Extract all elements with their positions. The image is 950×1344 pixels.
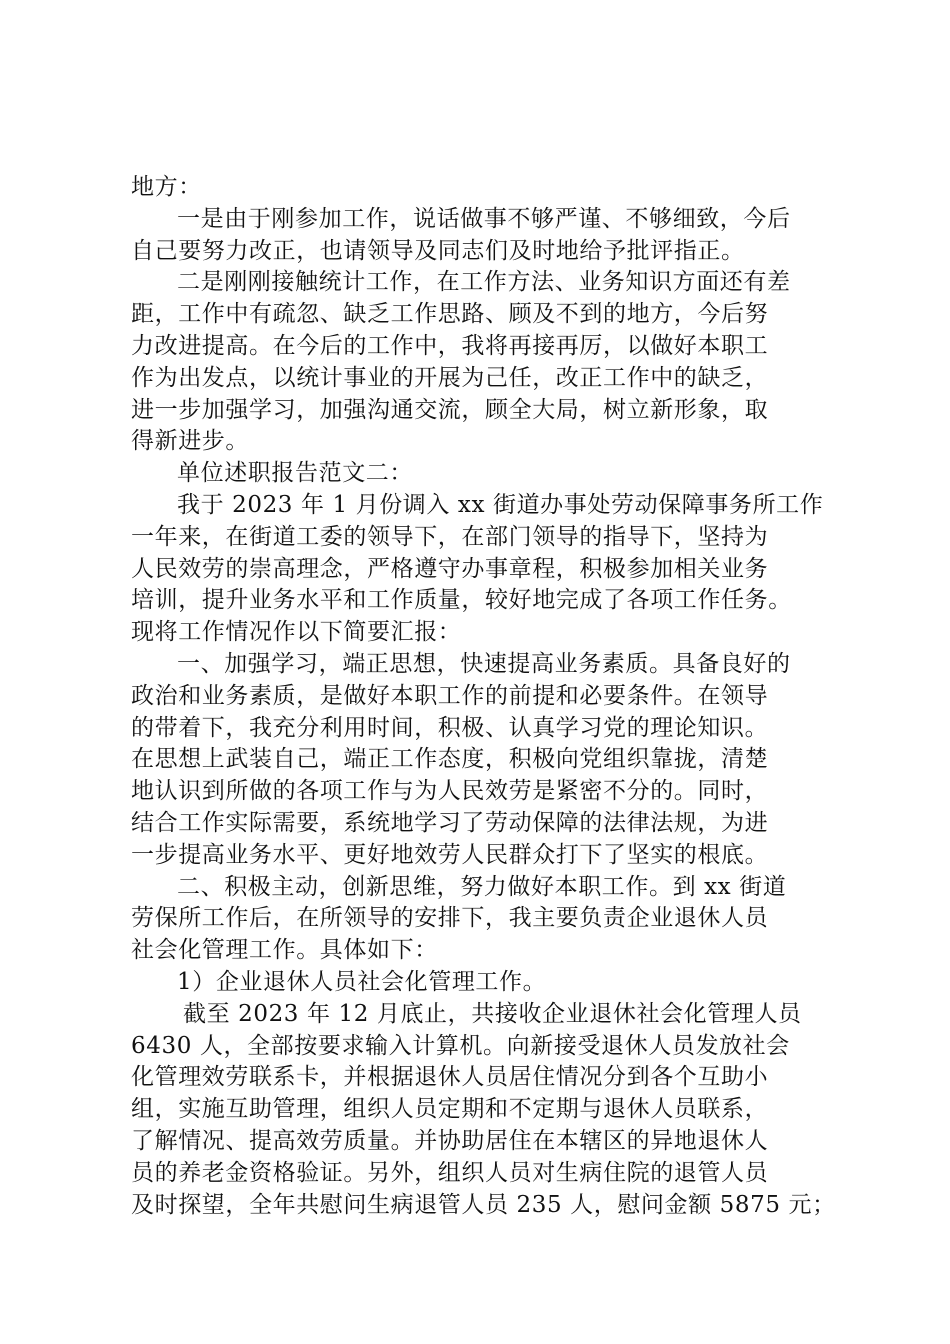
- text-line: 在思想上武装自己，端正工作态度，积极向党组织靠拢，清楚: [131, 746, 769, 773]
- text-line: 一年来，在街道工委的领导下，在部门领导的指导下，坚持为: [131, 523, 769, 550]
- document-body: [131, 172, 846, 1221]
- text-line: 现将工作情况作以下简要汇报：: [131, 619, 462, 646]
- text-line: 地认识到所做的各项工作与为人民效劳是紧密不分的。同时，: [131, 778, 769, 805]
- text-line: 自己要努力改正，也请领导及同志们及时地给予批评指正。: [131, 237, 745, 264]
- text-line: 作为出发点，以统计事业的开展为己任，改正工作中的缺乏，: [131, 364, 769, 391]
- text-line: 我于 2023 年 1 月份调入 xx 街道办事处劳动保障事务所工作: [177, 491, 824, 518]
- text-line: 力改进提高。在今后的工作中，我将再接再厉，以做好本职工: [131, 332, 769, 359]
- text-line: 政治和业务素质，是做好本职工作的前提和必要条件。在领导: [131, 682, 769, 709]
- text-line: 及时探望，全年共慰问生病退管人员 235 人，慰问金额 5875 元；: [131, 1191, 836, 1218]
- text-line: 二是刚刚接触统计工作，在工作方法、业务知识方面还有差: [177, 269, 791, 296]
- text-line: 一步提高业务水平、更好地效劳人民群众打下了坚实的根底。: [131, 841, 769, 868]
- text-line: 截至 2023 年 12 月底止，共接收企业退休社会化管理人员: [183, 1000, 802, 1027]
- text-line: 化管理效劳联系卡，并根据退休人员居住情况分到各个互助小: [131, 1064, 769, 1091]
- text-line: 进一步加强学习，加强沟通交流，顾全大局，树立新形象，取: [131, 396, 769, 423]
- text-line: 一、加强学习，端正思想，快速提高业务素质。具备良好的: [177, 650, 791, 677]
- text-line: 一是由于刚参加工作，说话做事不够严谨、不够细致，今后: [177, 205, 791, 232]
- text-line: 社会化管理工作。具体如下：: [131, 937, 438, 964]
- text-line: 地方：: [131, 174, 202, 200]
- text-line: 结合工作实际需要，系统地学习了劳动保障的法律法规，为进: [131, 809, 769, 836]
- text-line: 培训，提升业务水平和工作质量，较好地完成了各项工作任务。: [131, 587, 792, 614]
- text-line: 的带着下，我充分利用时间，积极、认真学习党的理论知识。: [131, 714, 769, 741]
- text-line: 6430 人，全部按要求输入计算机。向新接受退休人员发放社会: [131, 1032, 790, 1059]
- text-line: 距，工作中有疏忽、缺乏工作思路、顾及不到的地方，今后努: [131, 301, 769, 328]
- text-line: 员的养老金资格验证。另外，组织人员对生病住院的退管人员: [131, 1159, 769, 1186]
- text-line: 人民效劳的崇高理念，严格遵守办事章程，积极参加相关业务: [131, 555, 769, 582]
- text-line: 组，实施互助管理，组织人员定期和不定期与退休人员联系，: [131, 1096, 769, 1123]
- text-line: 劳保所工作后，在所领导的安排下，我主要负责企业退休人员: [131, 905, 769, 932]
- list-item-heading: 1）企业退休人员社会化管理工作。: [177, 968, 547, 995]
- section-heading: 单位述职报告范文二：: [177, 460, 413, 487]
- text-line: 了解情况、提高效劳质量。并协助居住在本辖区的异地退休人: [131, 1127, 769, 1154]
- text-line: 二、积极主动，创新思维，努力做好本职工作。到 xx 街道: [177, 873, 787, 900]
- text-line: 得新进步。: [131, 428, 249, 455]
